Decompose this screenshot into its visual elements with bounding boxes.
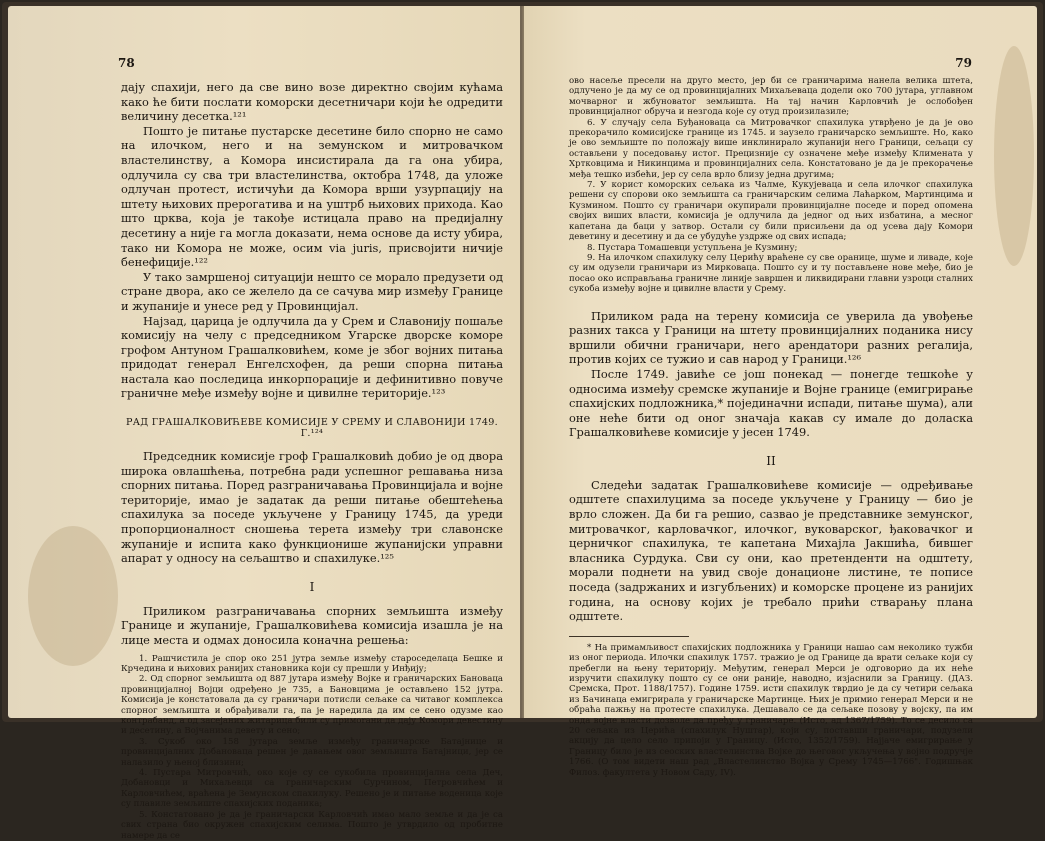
paragraph: Приликом разграничавања спорних земљишта између Границе и жупаније, Грашалковићева комисија изашла је на лице места и одмах доносила коначна решења: [121, 603, 503, 647]
section-number: I [309, 579, 315, 594]
page-number: 79 [955, 56, 972, 70]
book-spread [2, 2, 1043, 841]
paragraph: Најзад, царица је одлучила да у Срем и Славонију пошаље комисију на челу с председником Угарске дворске коморе грофом Антуном Грашалковићем, коме је због војних питања придодат генерал Енгелсхофен, да реши спорна питања настала као последица инкорпорације и дефинитивно повуче граничне међе између војне и цивилне територије.¹²³ [121, 313, 503, 401]
footnote: * На примамљивост спахијских подложника у Граници нашао сам неколико тужби из оног периода. Илочки спахилук 1757. тражио је од Границе да врати сељаке који су пребегли на њену територију. Међутим, генерал Мерси је одговорио да их неће изручити спахилуку пошто су се они раније, наводно, изјаснили за Границу. (ДАЗ. Сремска, Прот. 1188/1757). Године 1759. исти спахилук тврдио је да су четири сељака из Бачинаца емигрирала у граничарске Мартинце. Њих је примио генерал Мерси и не обраћа пажњу на протесте спахилука. Дешавало се да сељаке позову у војску, па им онда војне власти дозволе да пређу у граничаре. (Исто, ад 1367/1759). То се десило са 20 сељака из Церића (спахилук Нуштар), који су, поставши граничари, подузели акцију да цело село припоји у Границу. (Исто, 1352/1759). Најјаче емигрирање у Границу било је из сеоских властелинства Војке до његовог укључења у војно подручје 1766. (О том видети наш рад „Властелинство Војка у Срему 1745—1766". Годишњак Филоз. факултета у Новом Саду, IV). [569, 642, 973, 778]
footnote-divider [569, 636, 689, 637]
list-item: 7. У корист коморских сељака из Чалме, Кукујеваца и села илочког спахилука решени су спорови око земљишта са граничарским селима Лаћарком, Мартинцима и Кузмином. Пошто су граничари окупирали провинцијалне поседе и поред опомена својих виших власти, комисија је одлучила да једног од њих избатина, а месног капетана да баци у затвор. Остали су били присиљени да од усева дају Комори деветину и десетину и да се убудуће уздрже од свих испада; [569, 180, 973, 243]
paper-stain [28, 526, 118, 666]
paragraph: Пошто је питање пустарске десетине било спорно не само на илочком, него и на земунском и митровачком властелинству, а Комора инсистирала да га она убира, одлучила су сва три властелинства, октобра 1748, да уложе одлучан протест, истичући да Комора врши узурпацију на штету њихових прерогатива и на уштрб њихових прихода. Као што црква, која је такође истицала право на предијалну десетину а није га могла доказати, нема основе да исту убира, тако ни Комора не може, осим via juris, присвојити ничије бенефиције.¹²² [121, 123, 503, 270]
paragraph: После 1749. јавиће се још понекад — понегде тешкоће у односима између сремске жупаније и Војне границе (емигрирање спахијских подложника,* појединачни испади, питање шума), али оне неће бити од оног значаја какав су имале до доласка Грашалковићеве комисије у јесен 1749. [569, 366, 973, 440]
paragraph: Председник комисије гроф Грашалковић добио је од двора широка овлашћења, потребна ради успешног решавања низа спорних питања. Поред разграничавања Провинцијала и војне територије, имао је задатак да реши питање обештећења спахилука за поседе укључене у Границу 1745, да уреди пропорционалност сношења терета између три славонске жупаније и испита како функционише жупанијски управни апарат у односу на сељаштво и спахилуке.¹²⁵ [121, 449, 503, 566]
page-number: 78 [118, 56, 135, 70]
list-item: 5. Констатовано је да је граничарски Карловчић имао мало земље и да је са свих страна био окружен спахијским селима. Пошто је утврдило од пробитне намере да се [121, 809, 503, 841]
list-item: ово насеље пресели на друго место, јер би се граничарима нанела велика штета, одлучено је да му се од провинцијалних Михаљеваца додели око 700 јутара, углавном мочварног и жбуноватог земљишта. На тај начин Карловчић је ослобођен провинцијалног обруча и незгода које су отуд произилазиле; [569, 76, 973, 118]
paragraph: У тако замршеној ситуацији нешто се морало предузети од стране двора, ако се желело да се сачува мир између Границе и жупаније и унесе ред у Провинцијал. [121, 269, 503, 313]
paragraph: Следећи задатак Грашалковићеве комисије — одређивање одштете спахилуцима за поседе укључене у Границу — био је врло сложен. Да би га решио, сазвао је представнике земунског, митровачког, карловачког, илочког, вуковарског, ђаковачког и церничког спахилука, те капетана Михајла Јакшића, бившег власника Сурдука. Сви су они, као претенденти на одштету, морали поднети на увид своје донационе листине, те пописе поседа (задржаних и изгубљених) и коморске процене из ранијих година, на основу којих је требало прићи стварању плана одштете. [569, 477, 973, 624]
section-heading: РАД ГРАШАЛКОВИЋЕВЕ КОМИСИЈЕ У СРЕМУ И СЛАВОНИЈИ 1749. Г.¹²⁴ [125, 417, 499, 440]
left-page [8, 6, 520, 841]
list-item: 1. Рашчистила је спор око 251 јутра земље између староседелаца Бешке и Крчедина и њихових ранијих становника који су прешли у Инђију; [121, 653, 503, 674]
right-text-column [569, 76, 973, 778]
paragraph: Приликом рада на терену комисија се уверила да увођење разних такса у Граници на штету провинцијалних поданика нису вршили обични граничари, него арендатори разних регалија, против којих се тужио и сав народ у Граници.¹²⁶ [569, 308, 973, 367]
list-item: 4. Пустара Митровчић, око које су се сукобила провинцијална села Деч, Добановци и Михаљевци са граничарским Сурчином, Петровчићем и Карловчићем, враћена је Земунском спахилуку. Решено је и питање воденица које су плавиле земљиште спахијских поданика; [121, 768, 503, 810]
right-page [524, 6, 1037, 778]
list-item: 8. Пустара Томашевци уступљена је Кузмину; [587, 242, 798, 253]
list-item: 3. Сукоб око 158 јутара земље између граничарске Батајнице и провинцијалних Добановаца решен је давањем овог земљишта Батајници, јер се налазило у њеној близини; [121, 736, 503, 768]
paragraph: дају спахији, него да све вино возе директно својим кућама како ће бити послати коморски десетничари који ће одредити величину десетка.¹²¹ [121, 80, 503, 124]
list-item: 2. Од спорног земљишта од 887 јутара између Војке и граничарских Бановаца провинцијалној Војци одређено је 735, а Бановцима је остављено 152 јутра. Комисија је констатовала да су граничари потисли сељаке са читавог комплекса спорног земљишта и обрађивали га, па је наредила да им се сено одузме као контрабанд, а од засејаних житарица били су примorани да дају Комори девестину и десетину, а Војчанима девету и сено; [121, 674, 503, 737]
paper-stain [994, 46, 1034, 266]
section-number: II [766, 453, 776, 468]
list-item: 9. На илочком спахилуку селу Церићу враћене су све оранице, шуме и ливаде, које су им одузели граничари из Мирковаца. Пошто су и ту постављене нове међе, био је посао око исправљања граничне линије завршен и ликвидирани главни узроци сталних сукоба између војне и цивилне власти у Срему. [569, 252, 973, 295]
list-item: 6. У случају села Буђановаца са Митровачког спахилука утврђено је да је ово прекорачило комисијске границе из 1745. и заузело граничарско земљиште. Но, како је ово земљиште по положају више инклинирало жупанији него Граници, сељаци су остављени у поседовању истог. Прецизније су означене међе између Климената у Хртковцима и Никинцима и провинцијалних села. Констатовано је да је прекорачење међа тешко избећи, јер су села врло близу једна другима; [569, 117, 973, 180]
left-text-column [121, 80, 503, 841]
